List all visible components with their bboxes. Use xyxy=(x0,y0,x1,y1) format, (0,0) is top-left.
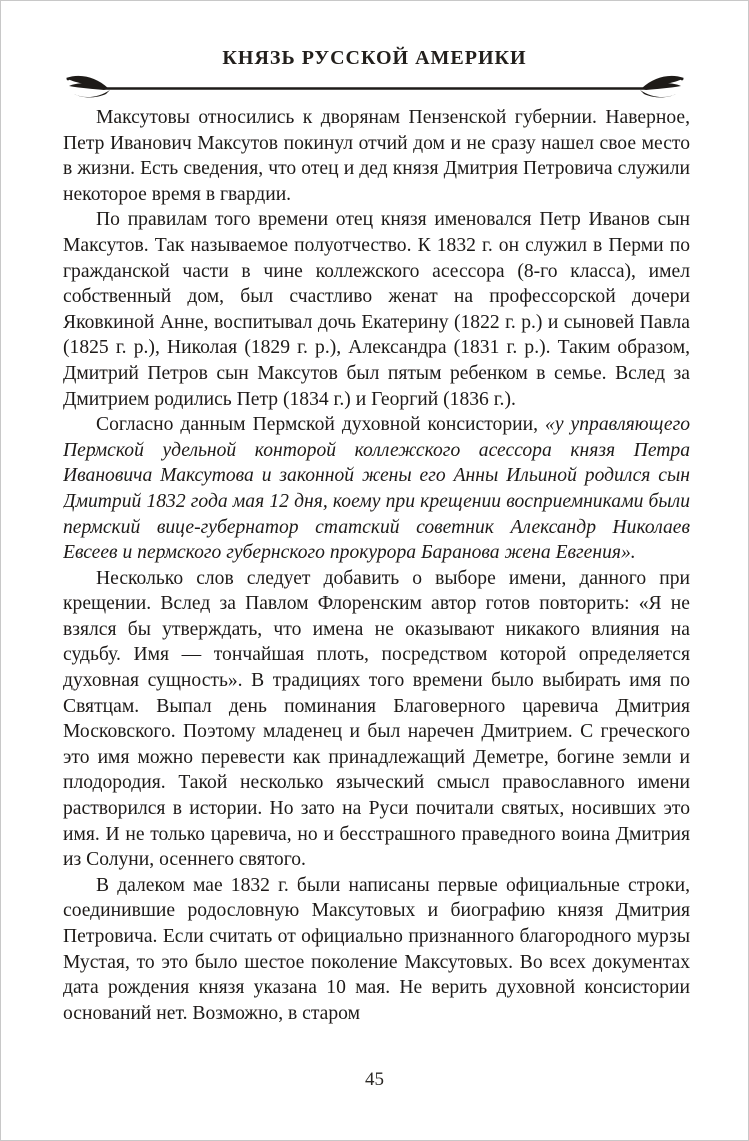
paragraph-text: В далеком мае 1832 г. были написаны первые официальные строки, соединившие родословную Максутовых и биографию князя Дмитрия Петровича. Если считать от официально признанного благородного мурзы Мустая, то это было шестое поколение Максутовых. Во всех документах дата рождения князя указана 10 мая. Не верить духовной консистории оснований нет. Возможно, в старом xyxy=(63,874,690,1024)
paragraph-text: Несколько слов следует добавить о выборе имени, данного при крещении. Вслед за Павлом Флоренским автор готов повторить: «Я не взялся бы утверждать, что имена не оказывают никакого влияния на судьбу. Имя — тончайшая плоть, посредством которой определяется духовная сущность». В традициях того времени было выбирать имя по Святцам. Выпал день поминания Благоверного царевича Дмитрия Московского. Поэтому младенец и был наречен Дмитрием. С греческого это имя можно перевести как принадлежащий Деметре, богине земли и плодородия. Такой несколько языческий смысл православного имени растворился в истории. Но зато на Руси почитали святых, носивших это имя. И не только царевича, но и бесстрашного праведного воина Дмитрия из Солуни, осеннего святого. xyxy=(63,567,690,871)
paragraph xyxy=(63,412,690,566)
header-ornament-rule xyxy=(64,71,686,103)
page-number: 45 xyxy=(365,1069,384,1090)
paragraph-quote-italic: «у управляющего Пермской удельной конторой коллежского асессора князя Петра Ивановича Максутова и законной жены его Анны Ильиной родился сын Дмитрий 1832 года мая 12 дня, коему при крещении восприемниками были пермский вице-губернатор статский советник Александр Николаев Евсеев и пермского губернского прокурора Баранова жена Евгения». xyxy=(63,414,690,564)
body-text xyxy=(63,105,690,1073)
paragraph xyxy=(63,207,690,412)
flourish-left-icon xyxy=(66,76,110,98)
flourish-right-icon xyxy=(640,76,684,98)
paragraph-text: Согласно данным Пермской духовной консистории, xyxy=(96,414,546,436)
rule-line xyxy=(104,87,646,90)
paragraph-text: Максутовы относились к дворянам Пензенской губернии. Наверное, Петр Иванович Максутов покинул отчий дом и не сразу нашел свое место в жизни. Есть сведения, что отец и дед князя Дмитрия Петровича служили некоторое время в гвардии. xyxy=(63,107,690,205)
paragraph xyxy=(63,873,690,1027)
paragraph-text: По правилам того времени отец князя именовался Петр Иванов сын Максутов. Так называемое полуотчество. К 1832 г. он служил в Перми по гражданской части в чине коллежского асессора (8-го класса), имел собственный дом, был счастливо женат на профессорской дочери Яковкиной Анне, воспитывал дочь Екатерину (1822 г. р.) и сыновей Павла (1825 г. р.), Николая (1829 г. р.), Александра (1831 г. р.). Таким образом, Дмитрий Петров сын Максутов был пятым ребенком в семье. Вслед за Дмитрием родились Петр (1834 г.) и Георгий (1836 г.). xyxy=(63,209,690,410)
running-head-title: КНЯЗЬ РУССКОЙ АМЕРИКИ xyxy=(222,47,527,69)
paragraph xyxy=(63,566,690,873)
ornament-rule-svg xyxy=(64,71,686,103)
paragraph xyxy=(63,105,690,207)
